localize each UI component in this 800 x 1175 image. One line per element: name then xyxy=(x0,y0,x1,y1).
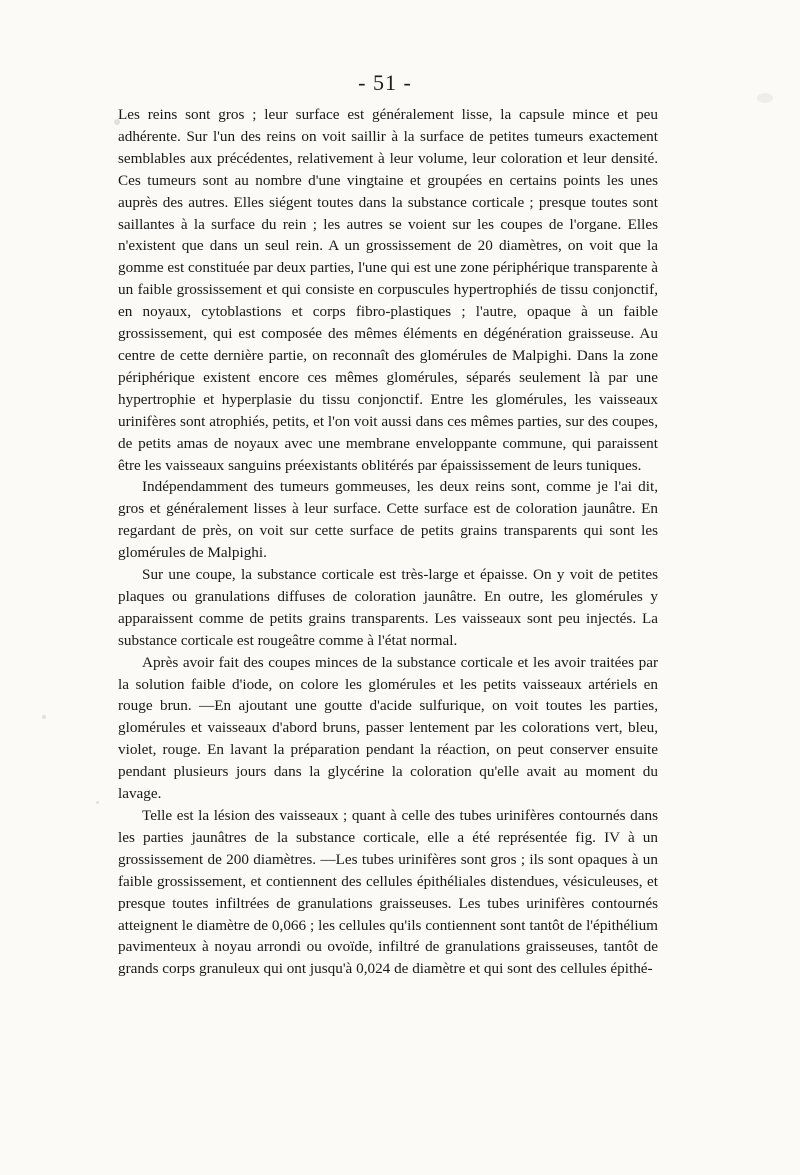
ink-speck xyxy=(42,715,46,719)
ink-speck xyxy=(96,801,99,804)
body-text xyxy=(118,104,658,980)
paragraph-tubes: Telle est la lésion des vaisseaux ; quant à celle des tubes urinifères contournés dans les parties jaunâtres de la substance corticale, elle a été représentée fig. IV à un grossissement de 200 diamètres. —Les tubes urinifères sont gros ; ils sont opaques à un faible grossissement, et contiennent des cellules épithéliales distendues, vésiculeuses, et presque toutes infiltrées de granulations graisseuses. Les tubes urinifères contournés atteignent le diamètre de 0,066 ; les cellules qu'ils contiennent sont tantôt de l'épithélium pavimenteux à noyau arrondi ou ovoïde, infiltré de granulations graisseuses, tantôt de grands corps granuleux qui ont jusqu'à 0,024 de diamètre et qui sont des cellules épithé- xyxy=(118,807,658,978)
ink-speck xyxy=(114,119,120,125)
paragraph-iodine: Après avoir fait des coupes minces de la substance corticale et les avoir traitées par la solution faible d'iode, on colore les glomérules et les petits vaisseaux artériels en rouge brun. —En ajoutant une goutte d'acide sulfurique, on voit toutes les parties, glomérules et vaisseaux d'abord bruns, passer lentement par les colorations vert, bleu, violet, rouge. En lavant la préparation pendant la réaction, on peut conserver ensuite pendant plusieurs jours dans la glycérine la coloration qu'elle avait au moment du lavage. xyxy=(118,653,658,803)
page-number: - 51 - xyxy=(358,70,412,95)
paragraph-section: Sur une coupe, la substance corticale est très-large et épaisse. On y voit de petites plaques ou granulations diffuses de coloration jaunâtre. En outre, les glomérules y apparaissent comme de petits grains transparents. Les vaisseaux sont peu injectés. La substance corticale est rougeâtre comme à l'état normal. xyxy=(118,566,658,649)
page-stain xyxy=(757,93,773,103)
paragraph-kidneys: Les reins sont gros ; leur surface est généralement lisse, la capsule mince et peu adhérente. Sur l'un des reins on voit saillir à la surface de petites tumeurs exactement semblables aux précédentes, relativement à leur volume, leur coloration et leur densité. Ces tumeurs sont au nombre d'une vingtaine et groupées en certains points les unes auprès des autres. Elles siégent toutes dans la substance corticale ; presque toutes sont saillantes à la surface du rein ; les autres se voient sur les coupes de l'organe. Elles n'existent que dans un seul rein. A un grossissement de 20 diamètres, on voit que la gomme est constituée par deux parties, l'une qui est une zone périphérique transparente à un faible grossissement et qui consiste en corpuscules hypertrophiés de tissu conjonctif, en noyaux, cytoblastions et corps fibro-plastiques ; l'autre, opaque à un faible grossissement, qui est composée des mêmes éléments en dégénération graisseuse. Au centre de cette dernière partie, on reconnaît des glomérules de Malpighi. Dans la zone périphérique existent encore ces mêmes glomérules, séparés seulement là par une hypertrophie et hyperplasie du tissu conjonctif. Entre les glomérules, les vaisseaux urinifères sont atrophiés, petits, et l'on voit aussi dans ces mêmes parties, sur des coupes, de petits amas de noyaux avec une membrane enveloppante commune, qui paraissent être les vaisseaux sanguins préexistants oblitérés par épaississement de leurs tuniques. xyxy=(118,106,659,474)
paragraph-surface: Indépendamment des tumeurs gommeuses, les deux reins sont, comme je l'ai dit, gros et généralement lisses à leur surface. Cette surface est de coloration jaunâtre. En regardant de près, on voit sur cette surface de petits grains transparents qui sont les glomérules de Malpighi. xyxy=(118,478,658,562)
